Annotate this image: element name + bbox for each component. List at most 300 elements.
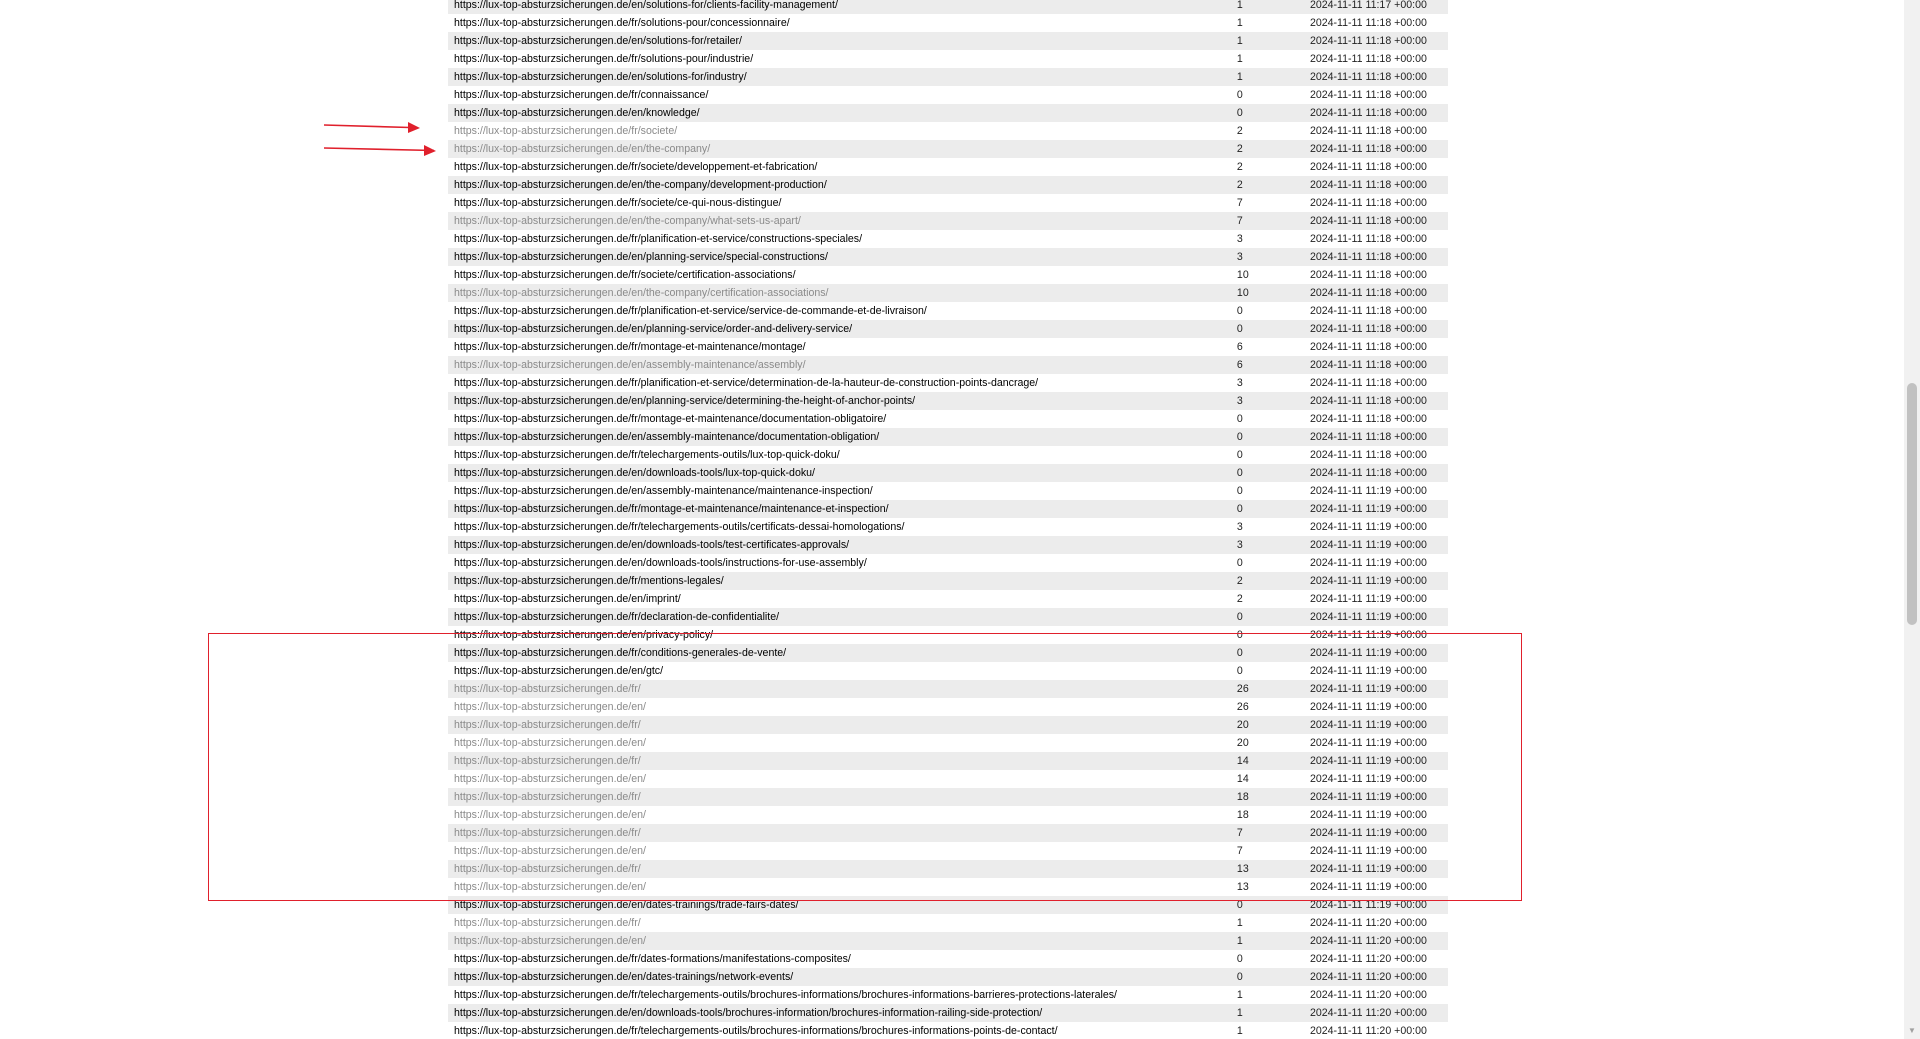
- last-modified-date: 2024-11-11 11:19 +00:00: [1309, 665, 1427, 677]
- url-cell: [448, 500, 1229, 518]
- last-modified-cell: [1302, 266, 1448, 284]
- url-link[interactable]: https://lux-top-absturzsicherungen.de/fr/societe/: [454, 125, 678, 137]
- url-cell: [448, 554, 1229, 572]
- last-modified-cell: [1302, 734, 1448, 752]
- image-count-cell: [1229, 932, 1302, 950]
- last-modified-date: 2024-11-11 11:19 +00:00: [1309, 503, 1427, 515]
- last-modified-date: 2024-11-11 11:20 +00:00: [1309, 935, 1427, 947]
- image-count-cell: [1229, 104, 1302, 122]
- last-modified-date: 2024-11-11 11:18 +00:00: [1309, 467, 1427, 479]
- image-count-cell: [1229, 194, 1302, 212]
- url-link[interactable]: https://lux-top-absturzsicherungen.de/en/dates-trainings/network-events/: [454, 971, 794, 983]
- last-modified-cell: [1302, 644, 1448, 662]
- url-link[interactable]: https://lux-top-absturzsicherungen.de/en/downloads-tools/brochures-information/brochures-information-railing-side-protection/: [454, 1007, 1043, 1019]
- last-modified-cell: [1302, 824, 1448, 842]
- url-link[interactable]: https://lux-top-absturzsicherungen.de/fr/connaissance/: [454, 89, 709, 101]
- last-modified-date: 2024-11-11 11:19 +00:00: [1309, 557, 1427, 569]
- last-modified-cell: [1302, 752, 1448, 770]
- url-cell: [448, 392, 1229, 410]
- image-count-cell: [1229, 0, 1302, 14]
- vertical-scrollbar[interactable]: [1904, 0, 1920, 1039]
- image-count-cell: [1229, 896, 1302, 914]
- image-count: 3: [1236, 521, 1243, 533]
- image-count-cell: [1229, 662, 1302, 680]
- table-row: [448, 446, 1448, 464]
- table-row: [448, 698, 1448, 716]
- image-count-cell: [1229, 824, 1302, 842]
- image-count: 6: [1236, 359, 1243, 371]
- last-modified-date: 2024-11-11 11:19 +00:00: [1309, 773, 1427, 785]
- last-modified-cell: [1302, 518, 1448, 536]
- url-cell: [448, 446, 1229, 464]
- last-modified-cell: [1302, 878, 1448, 896]
- last-modified-date: 2024-11-11 11:18 +00:00: [1309, 233, 1427, 245]
- table-row: [448, 14, 1448, 32]
- url-link[interactable]: https://lux-top-absturzsicherungen.de/en/assembly-maintenance/assembly/: [454, 359, 806, 371]
- url-link[interactable]: https://lux-top-absturzsicherungen.de/en/solutions-for/clients-facility-management/: [454, 0, 838, 11]
- last-modified-date: 2024-11-11 11:20 +00:00: [1309, 1025, 1427, 1037]
- last-modified-date: 2024-11-11 11:18 +00:00: [1309, 35, 1427, 47]
- image-count-cell: [1229, 752, 1302, 770]
- url-cell: [448, 104, 1229, 122]
- image-count: 1: [1236, 1007, 1243, 1019]
- last-modified-cell: [1302, 806, 1448, 824]
- url-link[interactable]: https://lux-top-absturzsicherungen.de/fr/societe/developpement-et-fabrication/: [454, 161, 818, 173]
- last-modified-date: 2024-11-11 11:18 +00:00: [1309, 17, 1427, 29]
- url-link[interactable]: https://lux-top-absturzsicherungen.de/fr/mentions-legales/: [454, 575, 724, 587]
- last-modified-date: 2024-11-11 11:18 +00:00: [1309, 305, 1427, 317]
- url-link[interactable]: https://lux-top-absturzsicherungen.de/en/: [454, 701, 646, 713]
- url-cell: [448, 32, 1229, 50]
- last-modified-cell: [1302, 464, 1448, 482]
- image-count-cell: [1229, 1004, 1302, 1022]
- last-modified-cell: [1302, 986, 1448, 1004]
- url-link[interactable]: https://lux-top-absturzsicherungen.de/en/the-company/what-sets-us-apart/: [454, 215, 801, 227]
- url-cell: [448, 158, 1229, 176]
- image-count: 20: [1236, 719, 1249, 731]
- url-link[interactable]: https://lux-top-absturzsicherungen.de/en/the-company/: [454, 143, 711, 155]
- url-cell: [448, 950, 1229, 968]
- url-cell: [448, 842, 1229, 860]
- last-modified-cell: [1302, 536, 1448, 554]
- url-link[interactable]: https://lux-top-absturzsicherungen.de/en/planning-service/order-and-delivery-service/: [454, 323, 853, 335]
- url-link[interactable]: https://lux-top-absturzsicherungen.de/en/solutions-for/retailer/: [454, 35, 742, 47]
- table-row: [448, 50, 1448, 68]
- url-cell: [448, 734, 1229, 752]
- url-link[interactable]: https://lux-top-absturzsicherungen.de/fr/declaration-de-confidentialite/: [454, 611, 780, 623]
- table-row: [448, 914, 1448, 932]
- last-modified-date: 2024-11-11 11:20 +00:00: [1309, 917, 1427, 929]
- last-modified-cell: [1302, 842, 1448, 860]
- url-cell: [448, 338, 1229, 356]
- image-count-cell: [1229, 968, 1302, 986]
- last-modified-date: 2024-11-11 11:19 +00:00: [1309, 647, 1427, 659]
- image-count-cell: [1229, 86, 1302, 104]
- last-modified-cell: [1302, 374, 1448, 392]
- url-link[interactable]: https://lux-top-absturzsicherungen.de/fr/societe/ce-qui-nous-distingue/: [454, 197, 782, 209]
- url-cell: [448, 770, 1229, 788]
- last-modified-date: 2024-11-11 11:18 +00:00: [1309, 143, 1427, 155]
- table-row: [448, 752, 1448, 770]
- url-cell: [448, 302, 1229, 320]
- table-row: [448, 734, 1448, 752]
- url-link[interactable]: https://lux-top-absturzsicherungen.de/en/imprint/: [454, 593, 681, 605]
- last-modified-cell: [1302, 698, 1448, 716]
- image-count-cell: [1229, 986, 1302, 1004]
- url-link[interactable]: https://lux-top-absturzsicherungen.de/fr/solutions-pour/industrie/: [454, 53, 754, 65]
- image-count: 7: [1236, 845, 1243, 857]
- image-count: 0: [1236, 971, 1243, 983]
- image-count-cell: [1229, 536, 1302, 554]
- table-row: [448, 896, 1448, 914]
- table-row: [448, 518, 1448, 536]
- url-link[interactable]: https://lux-top-absturzsicherungen.de/en/downloads-tools/lux-top-quick-doku/: [454, 467, 815, 479]
- image-count: 1: [1236, 0, 1243, 11]
- last-modified-date: 2024-11-11 11:18 +00:00: [1309, 179, 1427, 191]
- url-link[interactable]: https://lux-top-absturzsicherungen.de/fr/societe/certification-associations/: [454, 269, 796, 281]
- table-row: [448, 1022, 1448, 1039]
- image-count-cell: [1229, 374, 1302, 392]
- last-modified-cell: [1302, 1022, 1448, 1039]
- url-cell: [448, 518, 1229, 536]
- image-count-cell: [1229, 32, 1302, 50]
- url-cell: [448, 788, 1229, 806]
- last-modified-date: 2024-11-11 11:18 +00:00: [1309, 359, 1427, 371]
- table-row: [448, 950, 1448, 968]
- image-count-cell: [1229, 590, 1302, 608]
- image-count: 3: [1236, 251, 1243, 263]
- url-link[interactable]: https://lux-top-absturzsicherungen.de/en/the-company/development-production/: [454, 179, 827, 191]
- url-link[interactable]: https://lux-top-absturzsicherungen.de/en/planning-service/determining-the-height-of-anchor-points/: [454, 395, 916, 407]
- last-modified-date: 2024-11-11 11:19 +00:00: [1309, 791, 1427, 803]
- image-count-cell: [1229, 572, 1302, 590]
- url-link[interactable]: https://lux-top-absturzsicherungen.de/fr/montage-et-maintenance/documentation-obligatoire/: [454, 413, 887, 425]
- last-modified-date: 2024-11-11 11:19 +00:00: [1309, 701, 1427, 713]
- last-modified-date: 2024-11-11 11:19 +00:00: [1309, 521, 1427, 533]
- url-link[interactable]: https://lux-top-absturzsicherungen.de/en/knowledge/: [454, 107, 700, 119]
- image-count: 1: [1236, 989, 1243, 1001]
- image-count: 0: [1236, 953, 1243, 965]
- last-modified-date: 2024-11-11 11:18 +00:00: [1309, 107, 1427, 119]
- table-row: [448, 464, 1448, 482]
- table-row: [448, 338, 1448, 356]
- image-count-cell: [1229, 338, 1302, 356]
- scrollbar-thumb[interactable]: [1907, 383, 1917, 625]
- table-row: [448, 590, 1448, 608]
- image-count: 0: [1236, 503, 1243, 515]
- last-modified-cell: [1302, 68, 1448, 86]
- table-row: [448, 806, 1448, 824]
- image-count-cell: [1229, 1022, 1302, 1039]
- last-modified-date: 2024-11-11 11:19 +00:00: [1309, 863, 1427, 875]
- table-row: [448, 824, 1448, 842]
- image-count: 0: [1236, 647, 1243, 659]
- url-cell: [448, 590, 1229, 608]
- image-count-cell: [1229, 212, 1302, 230]
- table-row: [448, 392, 1448, 410]
- last-modified-date: 2024-11-11 11:18 +00:00: [1309, 413, 1427, 425]
- url-link[interactable]: https://lux-top-absturzsicherungen.de/en/downloads-tools/test-certificates-approvals/: [454, 539, 850, 551]
- url-cell: [448, 662, 1229, 680]
- image-count: 18: [1236, 791, 1249, 803]
- last-modified-cell: [1302, 356, 1448, 374]
- url-link[interactable]: https://lux-top-absturzsicherungen.de/fr/montage-et-maintenance/montage/: [454, 341, 806, 353]
- last-modified-cell: [1302, 608, 1448, 626]
- url-cell: [448, 986, 1229, 1004]
- image-count: 20: [1236, 737, 1249, 749]
- table-row: [448, 32, 1448, 50]
- table-row: [448, 356, 1448, 374]
- url-link[interactable]: https://lux-top-absturzsicherungen.de/fr/planification-et-service/determination-de-la-hauteur-de-construction-points-dancrage/: [454, 377, 1039, 389]
- last-modified-date: 2024-11-11 11:20 +00:00: [1309, 989, 1427, 1001]
- image-count-cell: [1229, 428, 1302, 446]
- url-cell: [448, 608, 1229, 626]
- url-link[interactable]: https://lux-top-absturzsicherungen.de/fr/: [454, 791, 641, 803]
- url-cell: [448, 896, 1229, 914]
- last-modified-date: 2024-11-11 11:18 +00:00: [1309, 71, 1427, 83]
- image-count-cell: [1229, 158, 1302, 176]
- last-modified-date: 2024-11-11 11:19 +00:00: [1309, 683, 1427, 695]
- table-row: [448, 68, 1448, 86]
- url-link[interactable]: https://lux-top-absturzsicherungen.de/fr/solutions-pour/concessionnaire/: [454, 17, 790, 29]
- last-modified-cell: [1302, 86, 1448, 104]
- image-count: 3: [1236, 233, 1243, 245]
- last-modified-date: 2024-11-11 11:20 +00:00: [1309, 1007, 1427, 1019]
- image-count: 0: [1236, 431, 1243, 443]
- url-cell: [448, 1022, 1229, 1039]
- image-count-cell: [1229, 356, 1302, 374]
- last-modified-date: 2024-11-11 11:20 +00:00: [1309, 971, 1427, 983]
- image-count: 2: [1236, 179, 1243, 191]
- url-cell: [448, 320, 1229, 338]
- url-cell: [448, 860, 1229, 878]
- image-count-cell: [1229, 914, 1302, 932]
- last-modified-date: 2024-11-11 11:19 +00:00: [1309, 575, 1427, 587]
- url-link[interactable]: https://lux-top-absturzsicherungen.de/fr/: [454, 719, 641, 731]
- image-count: 1: [1236, 17, 1243, 29]
- url-link[interactable]: https://lux-top-absturzsicherungen.de/fr/dates-formations/manifestations-composites/: [454, 953, 851, 965]
- url-cell: [448, 212, 1229, 230]
- last-modified-cell: [1302, 122, 1448, 140]
- image-count-cell: [1229, 482, 1302, 500]
- table-row: [448, 554, 1448, 572]
- last-modified-date: 2024-11-11 11:19 +00:00: [1309, 485, 1427, 497]
- last-modified-date: 2024-11-11 11:18 +00:00: [1309, 449, 1427, 461]
- last-modified-cell: [1302, 1004, 1448, 1022]
- last-modified-date: 2024-11-11 11:17 +00:00: [1309, 0, 1427, 11]
- sitemap-table-body: [448, 0, 1448, 1039]
- image-count-cell: [1229, 698, 1302, 716]
- last-modified-date: 2024-11-11 11:18 +00:00: [1309, 431, 1427, 443]
- image-count: 7: [1236, 827, 1243, 839]
- image-count: 3: [1236, 377, 1243, 389]
- url-link[interactable]: https://lux-top-absturzsicherungen.de/fr/: [454, 755, 641, 767]
- url-link[interactable]: https://lux-top-absturzsicherungen.de/en/: [454, 809, 646, 821]
- image-count: 3: [1236, 539, 1243, 551]
- table-row: [448, 266, 1448, 284]
- url-cell: [448, 230, 1229, 248]
- last-modified-date: 2024-11-11 11:19 +00:00: [1309, 899, 1427, 911]
- image-count: 1: [1236, 935, 1243, 947]
- table-row: [448, 428, 1448, 446]
- image-count-cell: [1229, 680, 1302, 698]
- table-row: [448, 644, 1448, 662]
- url-link[interactable]: https://lux-top-absturzsicherungen.de/en/assembly-maintenance/documentation-obligation/: [454, 431, 880, 443]
- last-modified-cell: [1302, 302, 1448, 320]
- url-cell: [448, 356, 1229, 374]
- table-row: [448, 374, 1448, 392]
- last-modified-cell: [1302, 428, 1448, 446]
- table-row: [448, 158, 1448, 176]
- image-count: 3: [1236, 395, 1243, 407]
- url-link[interactable]: https://lux-top-absturzsicherungen.de/en/assembly-maintenance/maintenance-inspection/: [454, 485, 873, 497]
- url-link[interactable]: https://lux-top-absturzsicherungen.de/fr/conditions-generales-de-vente/: [454, 647, 787, 659]
- image-count: 0: [1236, 611, 1243, 623]
- image-count: 14: [1236, 755, 1249, 767]
- table-row: [448, 572, 1448, 590]
- image-count: 0: [1236, 89, 1243, 101]
- last-modified-cell: [1302, 338, 1448, 356]
- image-count: 0: [1236, 449, 1243, 461]
- image-count: 26: [1236, 683, 1249, 695]
- url-cell: [448, 752, 1229, 770]
- image-count-cell: [1229, 842, 1302, 860]
- image-count-cell: [1229, 878, 1302, 896]
- url-link[interactable]: https://lux-top-absturzsicherungen.de/en/: [454, 845, 646, 857]
- image-count: 6: [1236, 341, 1243, 353]
- url-cell: [448, 266, 1229, 284]
- last-modified-date: 2024-11-11 11:18 +00:00: [1309, 161, 1427, 173]
- url-link[interactable]: https://lux-top-absturzsicherungen.de/en/dates-trainings/trade-fairs-dates/: [454, 899, 799, 911]
- table-row: [448, 140, 1448, 158]
- last-modified-cell: [1302, 158, 1448, 176]
- url-cell: [448, 806, 1229, 824]
- last-modified-cell: [1302, 500, 1448, 518]
- sitemap-url-table: [448, 0, 1448, 1039]
- last-modified-cell: [1302, 320, 1448, 338]
- url-link[interactable]: https://lux-top-absturzsicherungen.de/fr/telechargements-outils/certificats-dessai-homologations/: [454, 521, 905, 533]
- last-modified-cell: [1302, 968, 1448, 986]
- url-link[interactable]: https://lux-top-absturzsicherungen.de/fr/planification-et-service/constructions-speciales/: [454, 233, 863, 245]
- last-modified-date: 2024-11-11 11:19 +00:00: [1309, 629, 1427, 641]
- image-count-cell: [1229, 644, 1302, 662]
- table-row: [448, 626, 1448, 644]
- url-link[interactable]: https://lux-top-absturzsicherungen.de/fr/telechargements-outils/brochures-informations/brochures-informations-points-de-contact/: [454, 1025, 1058, 1037]
- last-modified-cell: [1302, 572, 1448, 590]
- last-modified-date: 2024-11-11 11:19 +00:00: [1309, 809, 1427, 821]
- image-count: 2: [1236, 125, 1243, 137]
- image-count-cell: [1229, 176, 1302, 194]
- url-cell: [448, 644, 1229, 662]
- image-count: 26: [1236, 701, 1249, 713]
- table-row: [448, 662, 1448, 680]
- image-count: 0: [1236, 107, 1243, 119]
- url-link[interactable]: https://lux-top-absturzsicherungen.de/en/solutions-for/industry/: [454, 71, 747, 83]
- url-cell: [448, 410, 1229, 428]
- image-count: 13: [1236, 863, 1249, 875]
- table-row: [448, 716, 1448, 734]
- annotation-arrow-1: [322, 120, 422, 134]
- last-modified-cell: [1302, 212, 1448, 230]
- image-count-cell: [1229, 284, 1302, 302]
- last-modified-cell: [1302, 590, 1448, 608]
- image-count: 0: [1236, 467, 1243, 479]
- image-count: 1: [1236, 35, 1243, 47]
- image-count-cell: [1229, 608, 1302, 626]
- last-modified-cell: [1302, 716, 1448, 734]
- table-row: [448, 320, 1448, 338]
- image-count-cell: [1229, 410, 1302, 428]
- last-modified-cell: [1302, 932, 1448, 950]
- url-link[interactable]: https://lux-top-absturzsicherungen.de/fr/planification-et-service/service-de-commande-et-de-livraison/: [454, 305, 927, 317]
- url-cell: [448, 1004, 1229, 1022]
- url-link[interactable]: https://lux-top-absturzsicherungen.de/fr/telechargements-outils/brochures-informations/brochures-informations-barrieres-protections-laterales/: [454, 989, 1117, 1001]
- last-modified-cell: [1302, 32, 1448, 50]
- image-count: 1: [1236, 53, 1243, 65]
- url-cell: [448, 0, 1229, 14]
- url-link[interactable]: https://lux-top-absturzsicherungen.de/en/gtc/: [454, 665, 664, 677]
- url-link[interactable]: https://lux-top-absturzsicherungen.de/en/: [454, 881, 646, 893]
- url-link[interactable]: https://lux-top-absturzsicherungen.de/fr/: [454, 827, 641, 839]
- annotation-arrow-2: [322, 143, 442, 157]
- image-count: 13: [1236, 881, 1249, 893]
- last-modified-date: 2024-11-11 11:19 +00:00: [1309, 719, 1427, 731]
- url-link[interactable]: https://lux-top-absturzsicherungen.de/en/: [454, 737, 646, 749]
- last-modified-date: 2024-11-11 11:18 +00:00: [1309, 53, 1427, 65]
- image-count: 18: [1236, 809, 1249, 821]
- table-row: [448, 104, 1448, 122]
- last-modified-date: 2024-11-11 11:20 +00:00: [1309, 953, 1427, 965]
- last-modified-date: 2024-11-11 11:19 +00:00: [1309, 755, 1427, 767]
- url-cell: [448, 194, 1229, 212]
- table-row: [448, 968, 1448, 986]
- last-modified-cell: [1302, 788, 1448, 806]
- last-modified-date: 2024-11-11 11:18 +00:00: [1309, 215, 1427, 227]
- table-row: [448, 680, 1448, 698]
- image-count: 7: [1236, 197, 1243, 209]
- url-link[interactable]: https://lux-top-absturzsicherungen.de/en/privacy-policy/: [454, 629, 714, 641]
- url-cell: [448, 122, 1229, 140]
- image-count-cell: [1229, 230, 1302, 248]
- last-modified-date: 2024-11-11 11:19 +00:00: [1309, 611, 1427, 623]
- image-count-cell: [1229, 320, 1302, 338]
- url-cell: [448, 968, 1229, 986]
- table-row: [448, 536, 1448, 554]
- table-row: [448, 788, 1448, 806]
- table-row: [448, 770, 1448, 788]
- url-link[interactable]: https://lux-top-absturzsicherungen.de/en/downloads-tools/instructions-for-use-assembly/: [454, 557, 867, 569]
- url-cell: [448, 428, 1229, 446]
- image-count: 0: [1236, 665, 1243, 677]
- url-link[interactable]: https://lux-top-absturzsicherungen.de/fr/: [454, 863, 641, 875]
- url-link[interactable]: https://lux-top-absturzsicherungen.de/fr/: [454, 683, 641, 695]
- last-modified-cell: [1302, 194, 1448, 212]
- url-link[interactable]: https://lux-top-absturzsicherungen.de/en/: [454, 773, 646, 785]
- url-link[interactable]: https://lux-top-absturzsicherungen.de/en/planning-service/special-constructions/: [454, 251, 828, 263]
- url-link[interactable]: https://lux-top-absturzsicherungen.de/fr/montage-et-maintenance/maintenance-et-inspection/: [454, 503, 889, 515]
- image-count-cell: [1229, 302, 1302, 320]
- url-link[interactable]: https://lux-top-absturzsicherungen.de/fr/: [454, 917, 641, 929]
- last-modified-cell: [1302, 410, 1448, 428]
- scroll-down-arrow-icon[interactable]: ▼: [1908, 1026, 1916, 1035]
- last-modified-date: 2024-11-11 11:18 +00:00: [1309, 269, 1427, 281]
- url-link[interactable]: https://lux-top-absturzsicherungen.de/en/: [454, 935, 646, 947]
- url-link[interactable]: https://lux-top-absturzsicherungen.de/en/the-company/certification-associations/: [454, 287, 829, 299]
- image-count-cell: [1229, 860, 1302, 878]
- url-cell: [448, 464, 1229, 482]
- image-count-cell: [1229, 392, 1302, 410]
- url-link[interactable]: https://lux-top-absturzsicherungen.de/fr/telechargements-outils/lux-top-quick-doku/: [454, 449, 840, 461]
